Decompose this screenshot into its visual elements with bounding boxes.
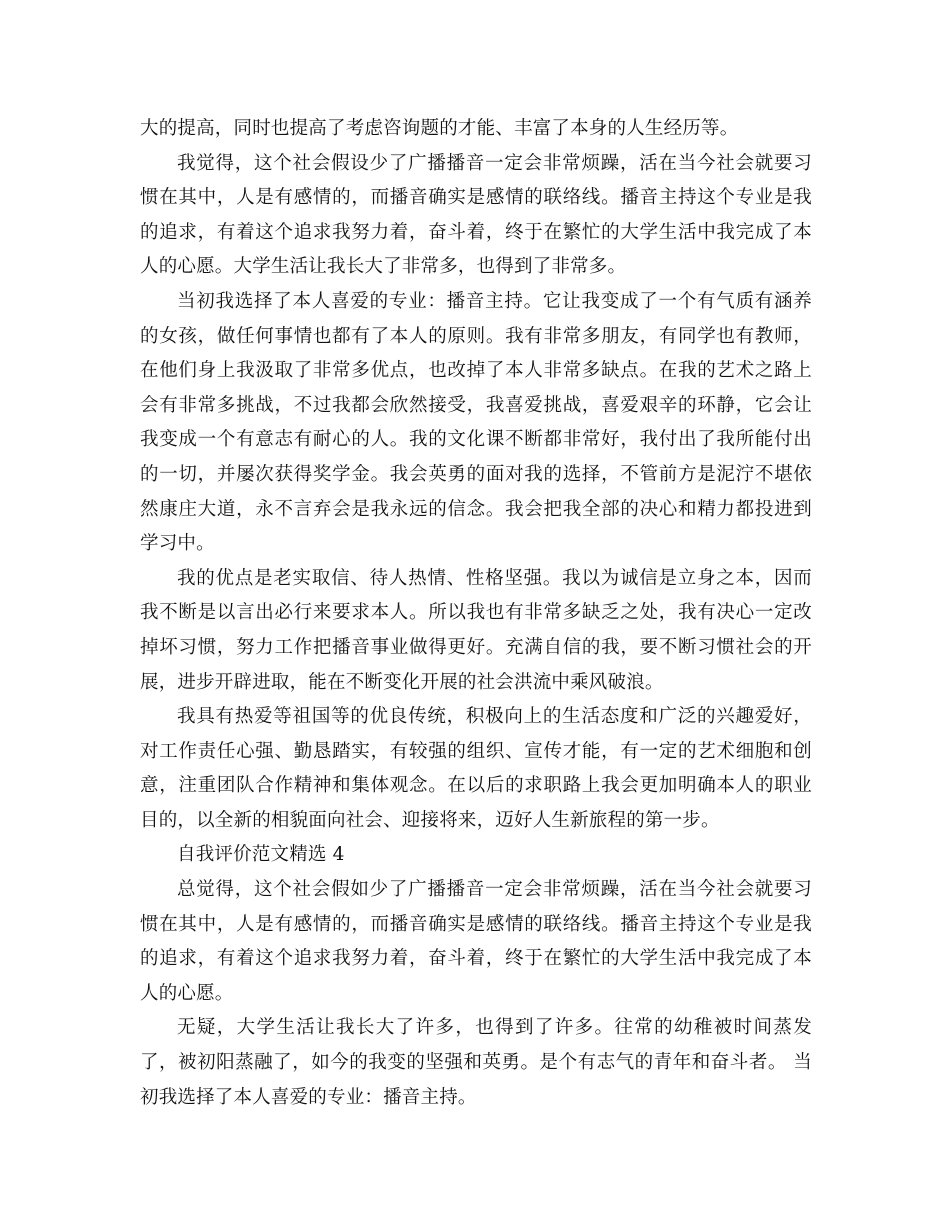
paragraph-4: 我的优点是老实取信、待人热情、性格坚强。我以为诚信是立身之本，因而我不断是以言出必行来要求本人。所以我也有非常多缺乏之处，我有决心一定改掉坏习惯，努力工作把播音事业做得更好。充满自信的我，要不断习惯社会的开展，进步开辟进取，能在不断变化开展的社会洪流中乘风破浪。 bbox=[140, 567, 812, 693]
paragraph-3: 当初我选择了本人喜爱的专业：播音主持。它让我变成了一个有气质有涵养的女孩，做任何事情也都有了本人的原则。我有非常多朋友，有同学也有教师，在他们身上我汲取了非常多优点，也改掉了本人非常多缺点。在我的艺术之路上会有非常多挑战，不过我都会欣然接受，我喜爱挑战，喜爱艰辛的环静，它会让我变成一个有意志有耐心的人。我的文化课不断都非常好，我付出了我所能付出的一切，并屡次获得奖学金。我会英勇的面对我的选择，不管前方是泥泞不堪依然康庄大道，永不言弃会是我永远的信念。我会把我全部的决心和精力都投进到学习中。 bbox=[140, 290, 812, 555]
paragraph-2: 我觉得，这个社会假设少了广播播音一定会非常烦躁，活在当今社会就要习惯在其中，人是有感情的，而播音确实是感情的联络线。播音主持这个专业是我的追求，有着这个追求我努力着，奋斗着，终于在繁忙的大学生活中我完成了本人的心愿。大学生活让我长大了非常多，也得到了非常多。 bbox=[140, 152, 812, 278]
document-body bbox=[140, 112, 812, 1115]
section-heading: 自我评价范文精选 4 bbox=[177, 844, 345, 866]
section-paragraph-1: 总觉得，这个社会假如少了广播播音一定会非常烦躁，活在当今社会就要习惯在其中，人是有感情的，而播音确实是感情的联络线。播音主持这个专业是我的追求，有着这个追求我努力着，奋斗着，终于在繁忙的大学生活中我完成了本人的心愿。 bbox=[140, 879, 812, 1004]
paragraph-1: 大的提高，同时也提高了考虑咨询题的才能、丰富了本身的人生经历等。 bbox=[140, 118, 739, 139]
section-paragraph-2: 无疑，大学生活让我长大了许多，也得到了许多。往常的幼稚被时间蒸发了，被初阳蒸融了，如今的我变的坚强和英勇。是个有志气的青年和奋斗者。 当初我选择了本人喜爱的专业：播音主持。 bbox=[140, 1017, 812, 1108]
paragraph-5: 我具有热爱等祖国等的优良传统，积极向上的生活态度和广泛的兴趣爱好，对工作责任心强、勤恳踏实，有较强的组织、宣传才能，有一定的艺术细胞和创意，注重团队合作精神和集体观念。在以后的求职路上我会更加明确本人的职业目的，以全新的相貌面向社会、迎接将来，迈好人生新旅程的第一步。 bbox=[140, 706, 812, 831]
